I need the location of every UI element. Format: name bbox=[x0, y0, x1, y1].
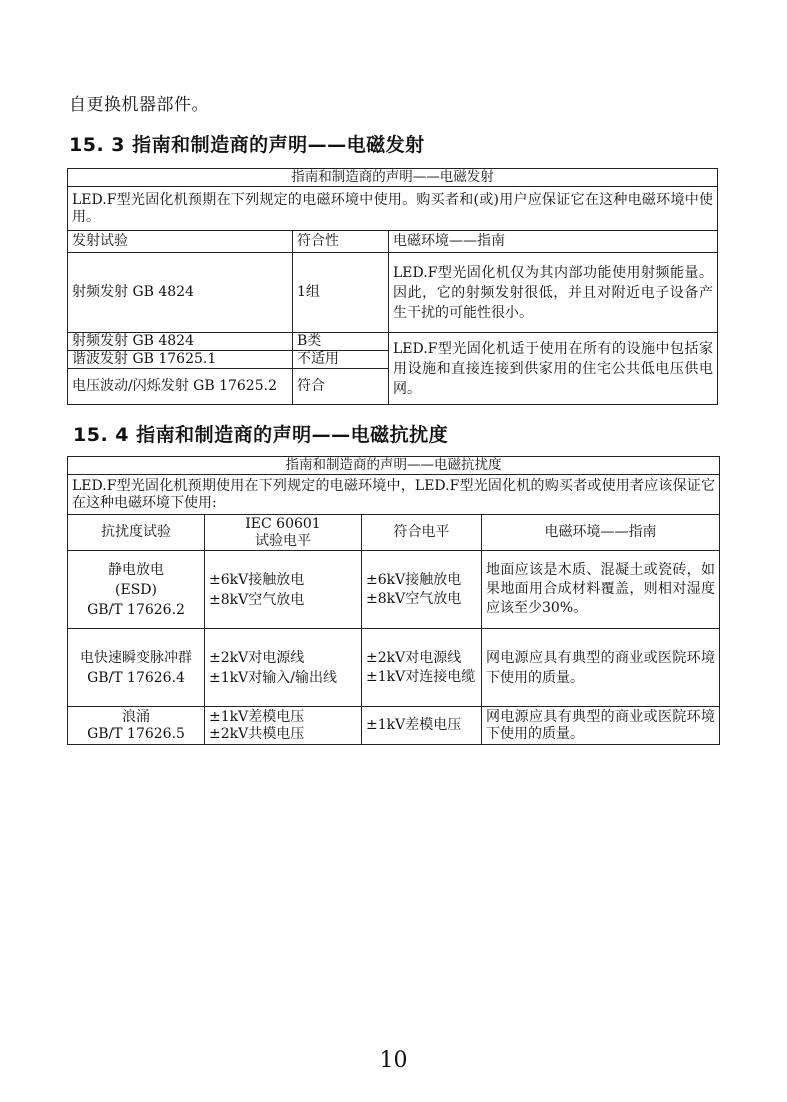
emission-header-guidance: 电磁环境——指南 bbox=[389, 231, 718, 253]
emission-header-compliance: 符合性 bbox=[293, 231, 389, 253]
immunity-test-line: GB/T 17626.2 bbox=[87, 601, 185, 618]
immunity-compliance-line: ±6kV接触放电 bbox=[366, 571, 462, 588]
immunity-row-compliance bbox=[362, 629, 482, 707]
emission-row-test: 电压波动/闪烁发射 GB 17625.2 bbox=[68, 369, 293, 405]
emission-table-description: LED.F型光固化机预期在下列规定的电磁环境中使用。购买者和(或)用户应保证它在这种电磁环境中使用。 bbox=[68, 187, 718, 231]
immunity-header-iec-line1: IEC 60601 bbox=[245, 515, 321, 532]
emission-row-compliance: 不适用 bbox=[293, 351, 389, 369]
immunity-test-line: (ESD) bbox=[115, 581, 157, 598]
emission-guidance-1: LED.F型光固化机仅为其内部功能使用射频能量。因此，它的射频发射很低，并且对附近电子设备产生干扰的可能性很小。 bbox=[389, 253, 718, 333]
intro-text: 自更换机器部件。 bbox=[69, 95, 209, 115]
immunity-table bbox=[67, 456, 720, 745]
immunity-test-line: GB/T 17626.4 bbox=[87, 669, 185, 686]
immunity-row-guidance: 网电源应具有典型的商业或医院环境下使用的质量。 bbox=[482, 707, 720, 745]
immunity-iec-line: ±1kV差模电压 bbox=[209, 708, 305, 725]
immunity-iec-line: ±2kV对电源线 bbox=[209, 649, 305, 666]
immunity-iec-line: ±1kV对输入/输出线 bbox=[209, 669, 337, 686]
immunity-test-line: 电快速瞬变脉冲群 bbox=[80, 649, 192, 666]
immunity-test-line: GB/T 17626.5 bbox=[87, 725, 185, 742]
emission-row-compliance: 符合 bbox=[293, 369, 389, 405]
immunity-table-title: 指南和制造商的声明——电磁抗扰度 bbox=[68, 457, 720, 475]
immunity-compliance-line: ±1kV差模电压 bbox=[366, 717, 462, 733]
immunity-iec-line: ±2kV共模电压 bbox=[209, 725, 305, 742]
immunity-header-guidance: 电磁环境——指南 bbox=[482, 515, 720, 551]
emission-row-compliance: 1组 bbox=[293, 253, 389, 333]
emission-row-compliance: B类 bbox=[293, 333, 389, 351]
immunity-header-test: 抗扰度试验 bbox=[68, 515, 205, 551]
emission-row-test: 射频发射 GB 4824 bbox=[68, 253, 293, 333]
emission-guidance-2: LED.F型光固化机适于使用在所有的设施中包括家用设施和直接连接到供家用的住宅公共低电压供电网。 bbox=[389, 333, 718, 405]
immunity-row-compliance bbox=[362, 707, 482, 745]
immunity-row-guidance: 网电源应具有典型的商业或医院环境下使用的质量。 bbox=[482, 629, 720, 707]
emission-row-test: 谐波发射 GB 17625.1 bbox=[68, 351, 293, 369]
section-heading-immunity: 15. 4 指南和制造商的声明——电磁抗扰度 bbox=[73, 424, 449, 446]
immunity-row-guidance: 地面应该是木质、混凝土或瓷砖，如果地面用合成材料覆盖，则相对湿度应该至少30%。 bbox=[482, 551, 720, 629]
section-heading-emission: 15. 3 指南和制造商的声明——电磁发射 bbox=[69, 134, 425, 156]
emission-row-test: 射频发射 GB 4824 bbox=[68, 333, 293, 351]
immunity-test-line: 浪涌 bbox=[122, 708, 150, 725]
immunity-row-test bbox=[68, 707, 205, 745]
immunity-compliance-line: ±1kV对连接电缆 bbox=[366, 668, 476, 685]
emission-table bbox=[67, 168, 718, 405]
immunity-header-iec-line2: 试验电平 bbox=[255, 532, 311, 549]
immunity-row-iec bbox=[205, 707, 362, 745]
page-number: 10 bbox=[379, 1048, 408, 1073]
emission-header-test: 发射试验 bbox=[68, 231, 293, 253]
immunity-table-description: LED.F型光固化机预期使用在下列规定的电磁环境中，LED.F型光固化机的购买者或使用者应该保证它在这种电磁环境下使用: bbox=[68, 475, 720, 515]
immunity-row-iec bbox=[205, 551, 362, 629]
immunity-row-compliance bbox=[362, 551, 482, 629]
immunity-iec-line: ±6kV接触放电 bbox=[209, 571, 305, 588]
immunity-row-iec bbox=[205, 629, 362, 707]
immunity-compliance-line: ±8kV空气放电 bbox=[366, 590, 462, 607]
immunity-test-line: 静电放电 bbox=[108, 561, 164, 578]
immunity-header-iec bbox=[205, 515, 362, 551]
immunity-header-compliance: 符合电平 bbox=[362, 515, 482, 551]
immunity-row-test bbox=[68, 551, 205, 629]
immunity-row-test bbox=[68, 629, 205, 707]
immunity-iec-line: ±8kV空气放电 bbox=[209, 591, 305, 608]
emission-table-title: 指南和制造商的声明——电磁发射 bbox=[68, 169, 718, 187]
immunity-compliance-line: ±2kV对电源线 bbox=[366, 649, 462, 666]
